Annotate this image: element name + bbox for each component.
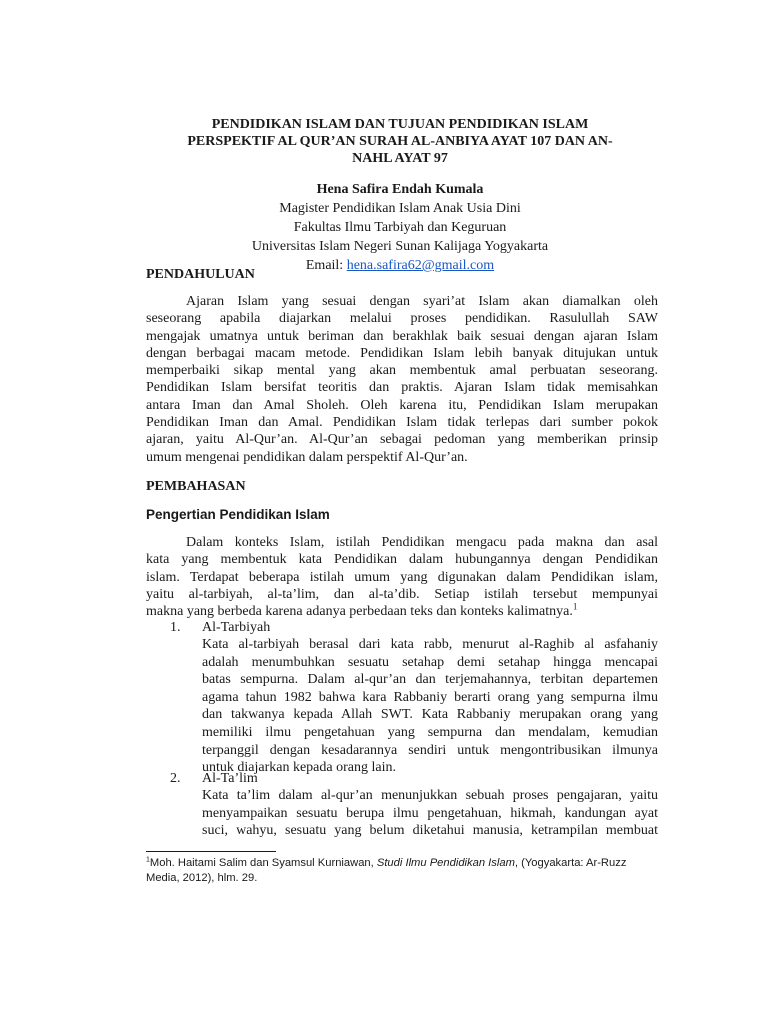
paragraph-line: memperbaiki sikap mental yang akan membentuk amal perbuatan seseorang.	[146, 363, 658, 379]
section-heading-pendahuluan: PENDAHULUAN	[146, 267, 255, 282]
subsection-heading: Pengertian Pendidikan Islam	[146, 507, 330, 522]
list-item-line: dan takwanya kepada Allah SWT. Kata Rabbaniy merupakan orang yang	[202, 707, 658, 723]
affiliation-faculty: Fakultas Ilmu Tarbiyah dan Keguruan	[293, 220, 507, 235]
title-line-2: PERSPEKTIF AL QUR’AN SURAH AL-ANBIYA AYAT 107 DAN AN-	[187, 134, 613, 149]
affiliation-block	[140, 199, 660, 275]
list-item-line: Kata al-tarbiyah berasal dari kata rabb, menurut al-Raghib al asfahaniy	[202, 637, 658, 652]
list-item-line: suci, wahyu, sesuatu yang belum diketahui manusia, ketrampilan membuat	[202, 823, 658, 839]
list-item-number: 1.	[170, 620, 181, 635]
list-item-line: terpanggil dengan kesadarannya sendiri untuk mengontribusikan ilmunya	[202, 742, 658, 758]
footnote-authors: Moh. Haitami Salim dan Syamsul Kurniawan,	[149, 857, 377, 869]
pendahuluan-paragraph	[146, 293, 658, 466]
paragraph-line: antara Iman dan Amal Sholeh. Oleh karena itu, Pendidikan Islam merupakan	[146, 397, 658, 413]
footnote-separator	[146, 851, 276, 852]
footnote-number: 1	[146, 856, 150, 864]
title-line-3: NAHL AYAT 97	[352, 151, 448, 166]
affiliation-program: Magister Pendidikan Islam Anak Usia Dini	[279, 201, 521, 216]
list-item-line: Kata ta’lim dalam al-qur’an menunjukkan sebuah proses pengajaran, yaitu	[202, 788, 658, 803]
email-link[interactable]: hena.safira62@gmail.com	[346, 258, 495, 273]
list-item-body	[202, 787, 658, 840]
list-item-title: Al-Tarbiyah	[202, 620, 271, 635]
footnote-publisher: , (Yogyakarta: Ar-Ruzz	[514, 857, 627, 869]
footnote-line: Media, 2012), hlm. 29.	[146, 872, 258, 884]
paragraph-line: Pendidikan Iman dan Amal. Pendidikan Islam tidak terlepas dari sumber pokok	[146, 415, 658, 431]
email-label: Email:	[305, 258, 347, 273]
author-name: Hena Safira Endah Kumala	[316, 182, 484, 197]
pembahasan-paragraph	[146, 534, 658, 620]
list-item-line: memiliki ilmu pengetahuan yang sempurna dan mendalam, kemudian	[202, 724, 658, 740]
paragraph-line: dengan berbagai macam metode. Pendidikan Islam lebih banyak ditujukan untuk	[146, 345, 658, 361]
paragraph-line-text: makna yang berbeda karena adanya perbedaan teks dan konteks kalimatnya.	[146, 604, 573, 620]
paragraph-line: seseorang apabila diajarkan melalui proses pendidikan. Rasulullah SAW	[146, 311, 658, 327]
paragraph-line: Pendidikan Islam bersifat teoritis dan praktis. Ajaran Islam tidak memisahkan	[146, 380, 658, 396]
affiliation-university: Universitas Islam Negeri Sunan Kalijaga Yogyakarta	[251, 239, 549, 254]
footnote-line	[146, 856, 666, 871]
paragraph-line	[146, 603, 658, 620]
footnote-reference[interactable]: 1	[572, 601, 578, 612]
list-item-line: menyampaikan sesuatu berupa ilmu pengetahuan, hikmah, kandungan ayat	[202, 805, 658, 821]
list-item-title: Al-Ta’lim	[202, 771, 258, 786]
paper-title	[140, 116, 660, 167]
paragraph-line: islam. Terdapat beberapa istilah umum yang digunakan dalam Pendidikan islam,	[146, 569, 658, 585]
title-line-1: PENDIDIKAN ISLAM DAN TUJUAN PENDIDIKAN ISLAM	[211, 117, 589, 132]
paragraph-line: kata yang membentuk kata Pendidikan dalam hubungannya dengan Pendidikan	[146, 552, 658, 568]
footnote-book-title: Studi Ilmu Pendidikan Islam	[376, 857, 515, 869]
section-heading-pembahasan: PEMBAHASAN	[146, 479, 246, 494]
paragraph-line: yaitu al-tarbiyah, al-ta’lim, dan al-ta’dib. Setiap istilah tersebut mempunyai	[146, 586, 658, 602]
list-item-line: adalah menumbuhkan sesuatu setahap demi setahap hingga mencapai	[202, 654, 658, 670]
paragraph-line: Dalam konteks Islam, istilah Pendidikan mengacu pada makna dan asal	[186, 535, 658, 550]
list-item-body	[202, 636, 658, 777]
footnote	[146, 856, 666, 886]
list-item-line: batas sempurna. Dalam al-qur’an dan terjemahannya, terbitan departemen	[202, 672, 658, 688]
paragraph-line: Ajaran Islam yang sesuai dengan syari’at Islam akan diamalkan oleh	[186, 294, 658, 309]
paragraph-line: ajaran, yaitu Al-Qur’an. Al-Qur’an sebagai pedoman yang memberikan prinsip	[146, 432, 658, 448]
paragraph-line: umum mengenai pendidikan dalam perspektif Al-Qur’an.	[146, 449, 468, 465]
list-item-line: untuk diajarkan kepada orang lain.	[202, 760, 396, 776]
paragraph-line: mengajak umatnya untuk beriman dan berakhlak baik sesuai dengan ajaran Islam	[146, 328, 658, 344]
list-item-line: agama tahun 1982 bahwa kara Rabbaniy berarti orang yang sempurna ilmu	[202, 689, 658, 705]
list-item-number: 2.	[170, 771, 181, 786]
